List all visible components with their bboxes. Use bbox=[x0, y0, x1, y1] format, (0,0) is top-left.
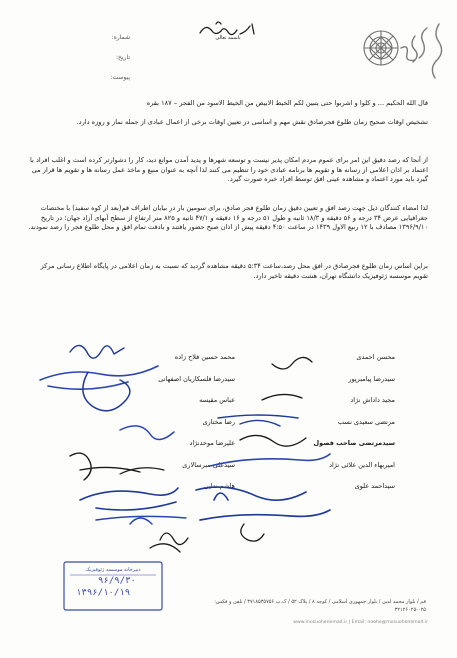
signatory-name: علیرضا موحدنژاد bbox=[189, 439, 235, 447]
svg-text:دبیرخانه موسسه ژئوفیزیک: دبیرخانه موسسه ژئوفیزیک bbox=[85, 567, 141, 573]
bismillah-calligraphy bbox=[196, 18, 260, 40]
field-attachment-label: پیوست: bbox=[110, 74, 130, 81]
signatory-name: سیدمرتضی صاحب فصول bbox=[313, 439, 395, 447]
svg-text:باسمه تعالی: باسمه تعالی bbox=[215, 35, 241, 40]
footer-contact: www.mosuohenemad.ir | Email: noohe@mosuohenemad.ir bbox=[293, 620, 428, 625]
footer-address: قم / بلوار محمد امین / بلوار جمهوری اسلامی / کوچه ۸ / پلاک ۵۲ / ک.پ ۳۷۱۸۵۳۵۷۵۶ / تلفن و فکس: ۰۲۵-۳۲۱۲۶۰۲۵ bbox=[214, 599, 426, 613]
signature bbox=[96, 516, 186, 524]
field-number-label: شماره: bbox=[111, 34, 130, 41]
org-name-calligraphy-icon bbox=[387, 18, 447, 88]
signatory-name: رضا مختاری bbox=[202, 417, 235, 426]
signatory-name: مجید داداش نژاد bbox=[350, 396, 395, 404]
signatory-name: مرتضی سعیدی نسب bbox=[337, 417, 395, 426]
field-date-label: تاریخ: bbox=[116, 54, 130, 61]
paragraph-intro: تشخیص اوقات صحیح زمان طلوع فجرصادق نقش مهم و اساسی در تعیین اوقات برخی از اعمال عبادی از جمله نماز و روزه دارد. bbox=[76, 118, 428, 126]
signature bbox=[150, 544, 180, 552]
signature bbox=[200, 510, 330, 520]
letter-header-fields bbox=[60, 34, 130, 94]
signatory-name: سیدرضا پیامبرپور bbox=[348, 374, 395, 383]
signatory-name: عباس مقیسه bbox=[199, 396, 235, 404]
signatory-name: محسن احمدی bbox=[356, 353, 395, 361]
signatory-name: سیداحمد علوی bbox=[354, 482, 395, 490]
stamp-date-1: ۹۶/۹/۳۰ bbox=[98, 576, 136, 586]
signatory-name: سیدعلی میرسالاری bbox=[182, 460, 235, 469]
signature bbox=[241, 524, 264, 541]
signature bbox=[160, 533, 188, 545]
quran-verse: قال الله الحکیم ... و کلوا و اشربوا حتی یتبین لکم الخیط الابیض من الخیط الاسود من الفجر – ۱۸۷ بقره bbox=[146, 99, 428, 107]
signatories-right-column bbox=[255, 352, 395, 503]
paragraph-observation: لذا امضاء کنندگان ذیل جهت رصد افق و تعیین دقیق زمان طلوع فجر صادق، برای سومین بار در بیابان اطراف قم(بعد از کوه سفید) با مختصات جغرافیایی عرض ۳۴ درجه و ۵۶ دقیقه و ۱۸/۳ ثانیه و طول ۵۱ درجه و ۱۶ دقیقه و ۴۷/۱ ثانیه و ۸۲۵ متر ارتفاع از سطح آبهای آزاد جهان؛ در تاریخ ۱۳۹۶/۹/۱۰ مصادف با ۱۲ ربیع الاول ۱۴۳۹ در ساعت ۴:۵۰ دقیقه پیش از اذان صبح حضور یافتند و بادقت تمام افق و محل طلوع فجر را رصد نمودند. bbox=[28, 204, 428, 232]
stamp-date-2: ۱۳۹۶/۱۰/۱۹ bbox=[76, 588, 131, 598]
paragraph-problem: از آنجا که رصد دقیق این امر برای عموم مردم امکان پذیر نیست و توسعه شهرها و پدید آمدن موانع دید، کار را دشوارتر کرده است و اغلب افراد با اعتماد بر اذان اعلامی از رسانه ها و تقویم ها برنامه عبادی خود را تنظیم می کنند لذا آنچه به عنوان منبع و ماخذ عمل رسانه ها و تقویم ها قرار می گیرد باید مورد اعتماد و مشاهده عینی افق توسط افراد خبره صورت گیرد. bbox=[30, 156, 428, 184]
signatory-name: هاشم ندایی bbox=[203, 482, 235, 490]
organization-logo bbox=[361, 18, 447, 88]
paragraph-conclusion: براین اساس زمان طلوع فجرصادق در افق محل رصد،ساعت ۵:۳۴ دقیقه مشاهده گردید که نسبت به زمان اعلامی در پایگاه اطلاع رسانی مرکز تقویم موسسه ژئوفیزیک دانشگاه تهران، هشت دقیقه تاخیر دارد. bbox=[40, 262, 428, 280]
signatory-name: امیربهاء الدین علائی نژاد bbox=[329, 460, 395, 469]
stamp-handwritten-dates bbox=[76, 576, 136, 598]
signatory-name: سیدرضا فلسکاریان اصفهانی bbox=[158, 374, 235, 383]
signatory-name: محمد حسین فلاح زاده bbox=[174, 353, 235, 361]
signatories-left-column bbox=[95, 352, 235, 503]
